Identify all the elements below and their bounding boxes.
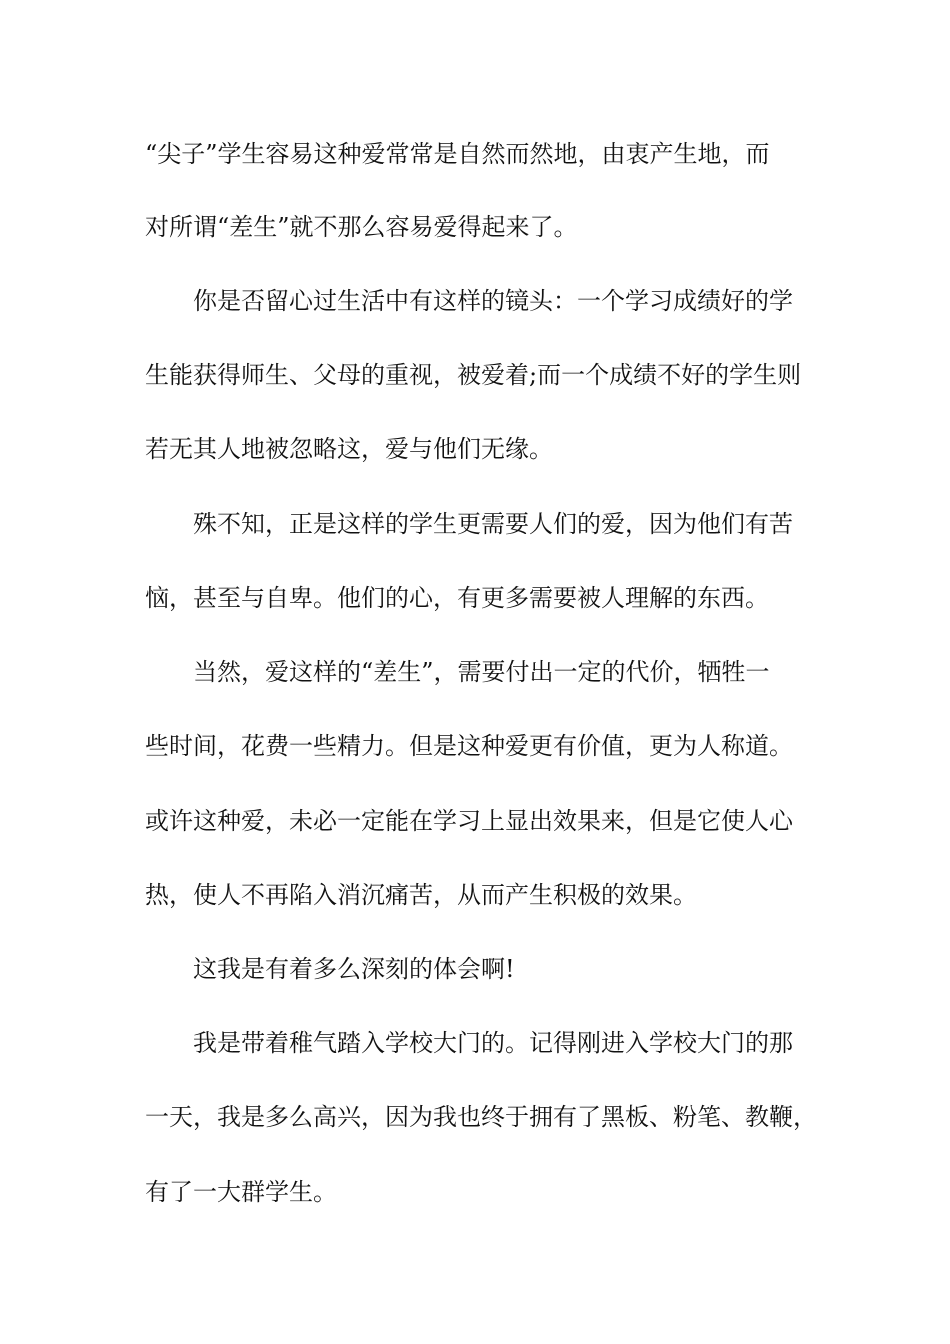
text-line-10: 或许这种爱，未必一定能在学习上显出效果来，但是它使人心 [145,807,793,835]
text-line-3: 你是否留心过生活中有这样的镜头：一个学习成绩好的学 [193,287,793,315]
text-line-7: 恼，甚至与自卑。他们的心，有更多需要被人理解的东西。 [145,584,769,612]
text-line-6: 殊不知，正是这样的学生更需要人们的爱，因为他们有苦 [193,510,793,538]
text-line-9: 些时间，花费一些精力。但是这种爱更有价值，更为人称道。 [145,732,793,760]
text-line-8: 当然，爱这样的“差生”，需要付出一定的代价，牺牲一 [193,658,770,686]
text-line-4: 生能获得师生、父母的重视，被爱着;而一个成绩不好的学生则 [145,361,802,389]
text-line-5: 若无其人地被忽略这，爱与他们无缘。 [145,435,553,463]
text-line-13: 我是带着稚气踏入学校大门的。记得刚进入学校大门的那 [193,1029,793,1057]
text-line-15: 有了一大群学生。 [145,1178,337,1206]
text-line-2: 对所谓“差生”就不那么容易爱得起来了。 [145,213,578,241]
text-line-11: 热，使人不再陷入消沉痛苦，从而产生积极的效果。 [145,881,697,909]
text-line-12: 这我是有着多么深刻的体会啊! [193,955,515,983]
text-line-1: “尖子”学生容易这种爱常常是自然而然地，由衷产生地，而 [145,140,770,168]
text-line-14: 一天，我是多么高兴，因为我也终于拥有了黑板、粉笔、教鞭， [145,1103,817,1131]
